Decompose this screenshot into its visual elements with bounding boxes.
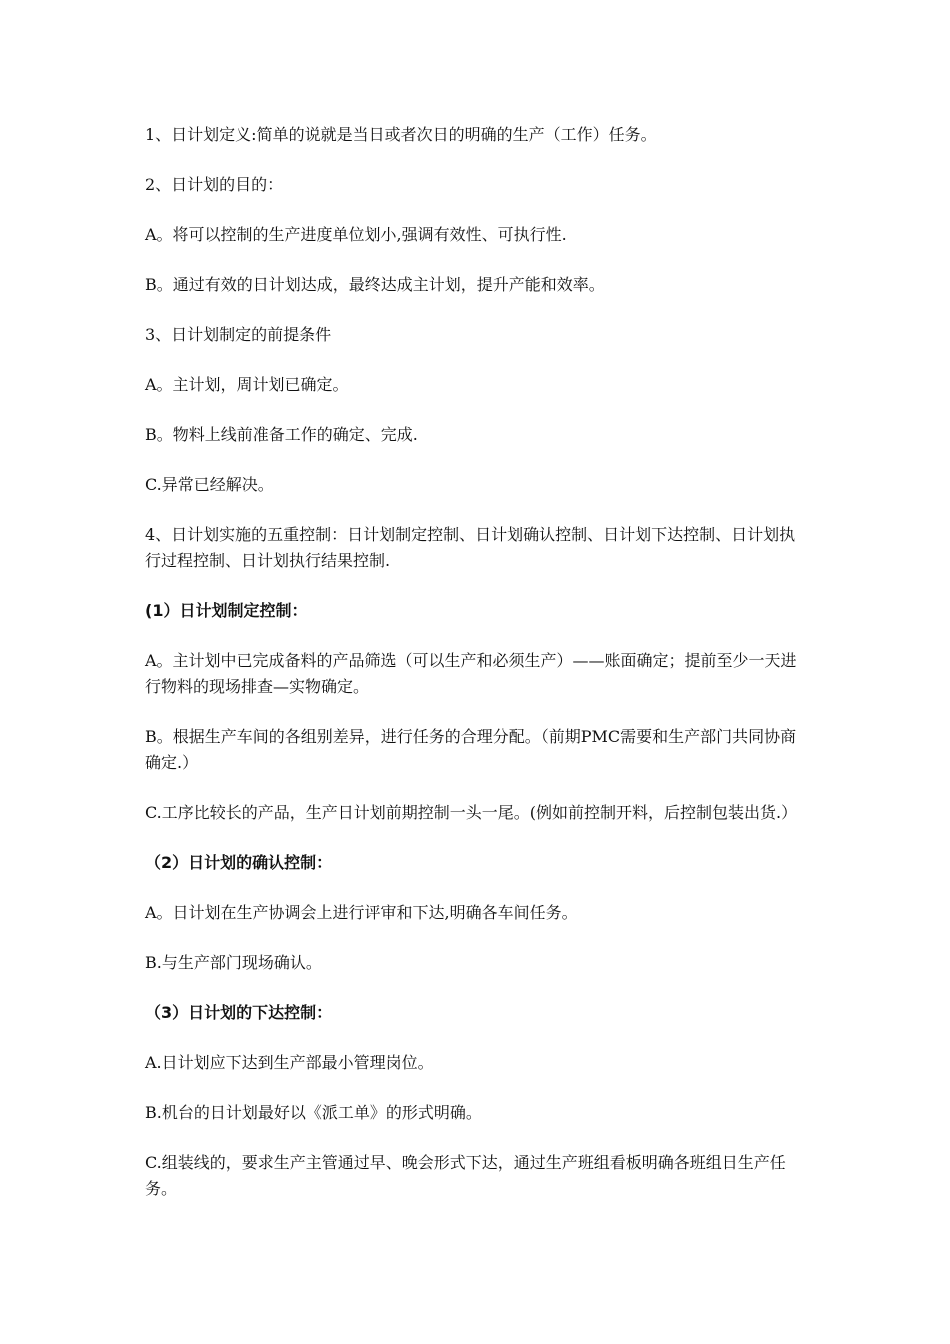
paragraph-1: 1、日计划定义:简单的说就是当日或者次日的明确的生产（工作）任务。 [145,125,657,144]
paragraph-19: B.机台的日计划最好以《派工单》的形式明确。 [145,1103,482,1122]
paragraph-2: 2、日计划的目的： [145,175,284,194]
section-heading-3: （3）日计划的下达控制： [145,1003,333,1022]
paragraph-9: 4、日计划实施的五重控制：日计划制定控制、日计划确认控制、日计划下达控制、日计划执行过程控制、日计划执行结果控制. [145,525,796,570]
paragraph-7: B。物料上线前准备工作的确定、完成. [145,425,418,444]
paragraph-18: A.日计划应下达到生产部最小管理岗位。 [145,1053,434,1072]
paragraph-20: C.组装线的，要求生产主管通过早、晚会形式下达，通过生产班组看板明确各班组日生产任务。 [145,1153,786,1198]
paragraph-12: B。根据生产车间的各组别差异，进行任务的合理分配。（前期PMC需要和生产部门共同协商确定.） [145,727,797,772]
paragraph-5: 3、日计划制定的前提条件 [145,325,332,344]
paragraph-11: A。主计划中已完成备料的产品筛选（可以生产和必须生产）——账面确定；提前至少一天进行物料的现场排查—实物确定。 [145,651,797,696]
paragraph-3: A。将可以控制的生产进度单位划小,强调有效性、可执行性. [145,225,567,244]
paragraph-8: C.异常已经解决。 [145,475,274,494]
paragraph-6: A。主计划，周计划已确定。 [145,375,349,394]
section-heading-2: （2）日计划的确认控制： [145,853,333,872]
section-heading-1: (1）日计划制定控制： [145,601,308,620]
paragraph-15: A。日计划在生产协调会上进行评审和下达,明确各车间任务。 [145,903,578,922]
paragraph-16: B.与生产部门现场确认。 [145,953,322,972]
document-body [145,122,810,1226]
paragraph-4: B。通过有效的日计划达成，最终达成主计划，提升产能和效率。 [145,275,605,294]
paragraph-13: C.工序比较长的产品，生产日计划前期控制一头一尾。(例如前控制开料，后控制包装出货.） [145,803,798,822]
